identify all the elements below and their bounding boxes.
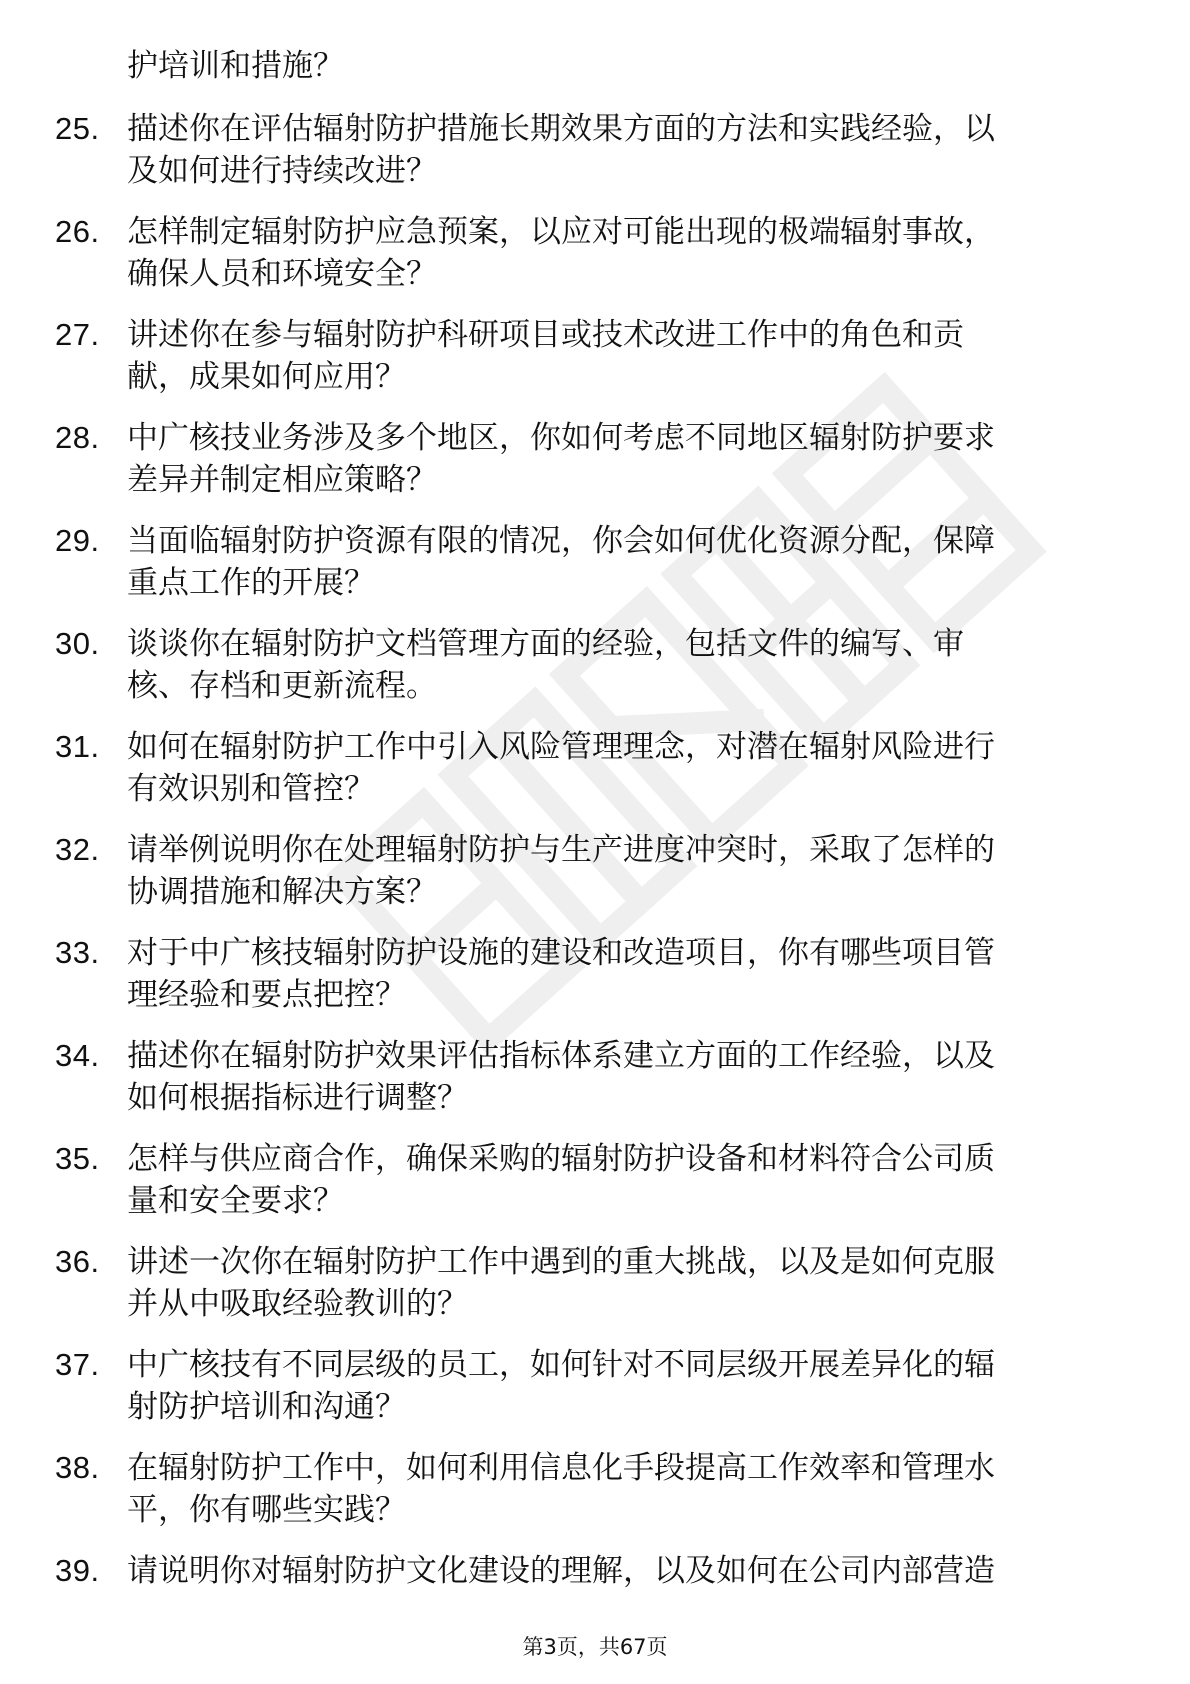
question-text: 请说明你对辐射防护文化建设的理解，以及如何在公司内部营造 bbox=[127, 1553, 995, 1589]
question-text: 谈谈你在辐射防护文档管理方面的经验，包括文件的编写、审 核、存档和更新流程。 bbox=[127, 626, 964, 704]
continued-question-text: 护培训和措施？ bbox=[127, 48, 344, 84]
question-item bbox=[0, 1344, 1190, 1447]
question-text: 对于中广核技辐射防护设施的建设和改造项目，你有哪些项目管 理经验和要点把控？ bbox=[127, 935, 995, 1013]
question-text: 怎样制定辐射防护应急预案，以应对可能出现的极端辐射事故， 确保人员和环境安全？ bbox=[127, 214, 995, 292]
question-text: 中广核技业务涉及多个地区，你如何考虑不同地区辐射防护要求 差异并制定相应策略？ bbox=[127, 420, 995, 498]
question-item bbox=[0, 108, 1190, 211]
question-text: 讲述你在参与辐射防护科研项目或技术改进工作中的角色和贡 献，成果如何应用？ bbox=[127, 317, 964, 395]
page-footer: 第3页，共67页 bbox=[522, 1635, 668, 1659]
question-item bbox=[0, 520, 1190, 623]
question-number: 35. bbox=[55, 1141, 100, 1176]
question-text: 中广核技有不同层级的员工，如何针对不同层级开展差异化的辐 射防护培训和沟通？ bbox=[127, 1347, 995, 1425]
question-text: 在辐射防护工作中，如何利用信息化手段提高工作效率和管理水 平，你有哪些实践？ bbox=[127, 1450, 995, 1528]
question-text: 如何在辐射防护工作中引入风险管理理念，对潜在辐射风险进行 有效识别和管控？ bbox=[127, 729, 995, 807]
question-number: 31. bbox=[55, 729, 100, 764]
question-item bbox=[0, 1035, 1190, 1138]
question-number: 33. bbox=[55, 935, 100, 970]
question-number: 37. bbox=[55, 1347, 100, 1382]
question-text: 请举例说明你在处理辐射防护与生产进度冲突时，采取了怎样的 协调措施和解决方案？ bbox=[127, 832, 995, 910]
question-item bbox=[0, 829, 1190, 932]
question-number: 30. bbox=[55, 626, 100, 661]
question-text: 描述你在评估辐射防护措施长期效果方面的方法和实践经验，以 及如何进行持续改进？ bbox=[127, 111, 995, 189]
question-number: 27. bbox=[55, 317, 100, 352]
question-text: 描述你在辐射防护效果评估指标体系建立方面的工作经验，以及 如何根据指标进行调整？ bbox=[127, 1038, 995, 1116]
question-number: 36. bbox=[55, 1244, 100, 1279]
question-number: 29. bbox=[55, 523, 100, 558]
question-number: 39. bbox=[55, 1553, 100, 1588]
question-item bbox=[0, 1138, 1190, 1241]
question-text: 当面临辐射防护资源有限的情况，你会如何优化资源分配，保障 重点工作的开展？ bbox=[127, 523, 995, 601]
question-text: 讲述一次你在辐射防护工作中遇到的重大挑战，以及是如何克服 并从中吸取经验教训的？ bbox=[127, 1244, 995, 1322]
question-list bbox=[0, 108, 1190, 1653]
question-number: 25. bbox=[55, 111, 100, 146]
question-item bbox=[0, 314, 1190, 417]
question-item bbox=[0, 726, 1190, 829]
question-number: 28. bbox=[55, 420, 100, 455]
question-item bbox=[0, 932, 1190, 1035]
question-number: 38. bbox=[55, 1450, 100, 1485]
question-item bbox=[0, 1241, 1190, 1344]
question-item bbox=[0, 623, 1190, 726]
question-item bbox=[0, 211, 1190, 314]
question-number: 34. bbox=[55, 1038, 100, 1073]
question-item bbox=[0, 1447, 1190, 1550]
question-item bbox=[0, 417, 1190, 520]
question-text: 怎样与供应商合作，确保采购的辐射防护设备和材料符合公司质 量和安全要求？ bbox=[127, 1141, 995, 1219]
question-number: 32. bbox=[55, 832, 100, 867]
question-number: 26. bbox=[55, 214, 100, 249]
